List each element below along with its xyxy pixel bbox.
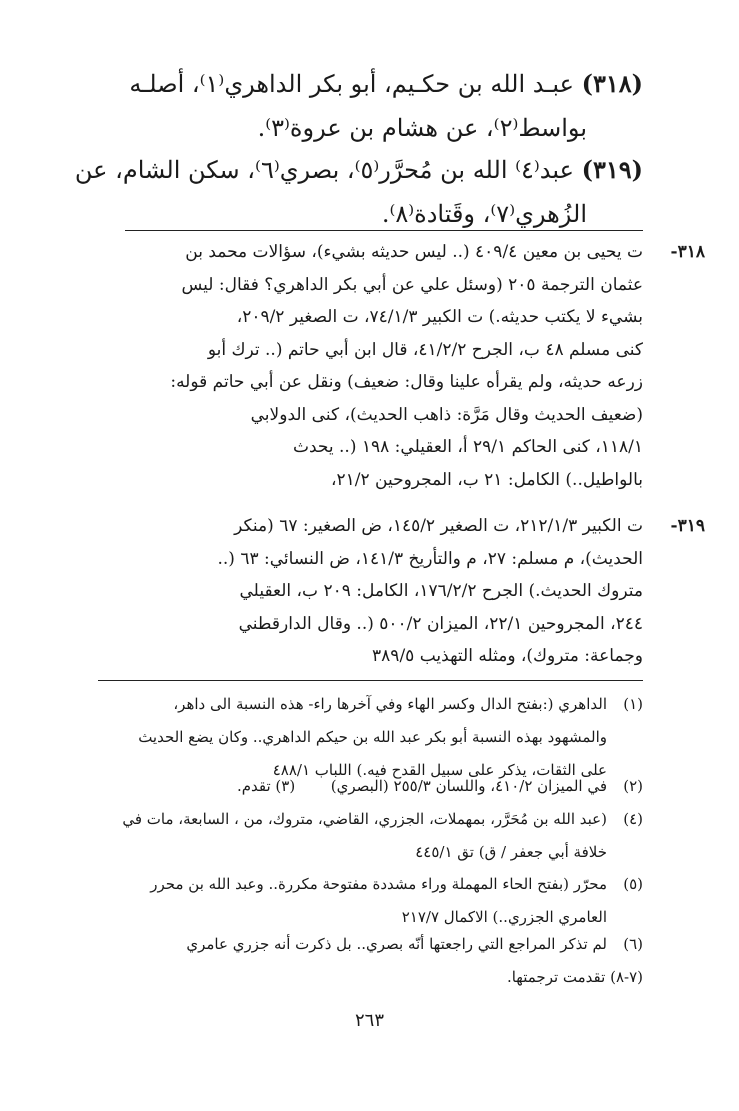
footnote-number: (٣) (275, 777, 296, 795)
entry-text: عبد⁽٤⁾ الله بن مُحرَّر⁽٥⁾، بصري⁽٦⁾، سكن الشام، عن (74, 156, 574, 184)
reference-line: بشيء لا يكتب حديثه.) ت الكبير ٧٤/١/٣، ت الصغير ٢٠٩/٢، (236, 307, 643, 327)
footnote-line: (٧-٨) تقدمت ترجمتها. (506, 968, 643, 986)
page-number: ٢٦٣ (354, 1010, 384, 1031)
footnote-number: (٥) (623, 875, 643, 893)
footnote-4 (95, 803, 643, 869)
entry-line (70, 106, 643, 150)
reference-318 (155, 236, 705, 496)
footnote-line (95, 770, 643, 803)
footnote-number: (٤) (623, 810, 643, 828)
reference-line: (ضعيف الحديث وقال مَرَّة: ذاهب الحديث)، كنى الدولابي (250, 404, 643, 425)
reference-line: الحديث)، م مسلم: ٢٧، م والتأريخ ١٤١/٣، ض النسائي: ٦٣ (.. (217, 548, 643, 569)
entry-line (70, 148, 643, 192)
entry-text: الزُهري⁽٧⁾، وقَتادة⁽٨⁾. (381, 200, 587, 228)
footnote-number: (٦) (623, 935, 643, 953)
reference-number: ٣١٩- (670, 516, 705, 536)
footnote-number: (٢) (623, 777, 643, 795)
footnote-text: محرّر (بفتح الحاء المهملة وراء مشددة مفتوحة مكررة.. وعبد الله بن محرر (150, 875, 607, 893)
reference-line: ١١٨/١، كنى الحاكم ٢٩/١ أ، العقيلي: ١٩٨ (.. يحدث (292, 437, 643, 457)
footnote-line (95, 688, 643, 721)
reference-line: ٢٤٤، المجروحين ٢٢/١، الميزان ٥٠٠/٢ (.. وقال الدارقطني (238, 613, 643, 634)
footnote-text: الداهري (:بفتح الدال وكسر الهاء وفي آخرها راء- هذه النسبة الى داهر، (173, 695, 607, 713)
footnote-text: لم تذكر المراجع التي راجعتها أنّه بصري.. بل ذكرت أنه جزري عامري (186, 935, 607, 953)
footnote-line: العامري الجزري..) الاكمال ٢١٧/٧ (401, 908, 607, 926)
entry-line (70, 62, 643, 106)
footnote-line: والمشهود بهذه النسبة أبو بكر عبد الله بن حيكم الداهري.. وكان يضع الحديث (138, 728, 607, 746)
footnote-line: على الثقات، يذكر على سبيل القدح فيه.) اللباب ٤٨٨/١ (272, 761, 607, 779)
reference-line: بالواطيل..) الكامل: ٢١ ب، المجروحين ٢١/٢، (330, 469, 643, 490)
footnote-text: تقدم. (236, 777, 271, 795)
footnote-line (95, 803, 643, 836)
reference-line: متروك الحديث.) الجرح ١٧٦/٢/٢، الكامل: ٢٠٩ ب، العقيلي (239, 581, 643, 601)
reference-line: وجماعة: متروك)، ومثله التهذيب ٣٨٩/٥ (372, 646, 643, 666)
reference-line: ت يحيى بن معين ٤٠٩/٤ (.. ليس حديثه بشيء)، سؤالات محمد بن (185, 242, 643, 262)
footnote-2-3 (95, 770, 643, 803)
footnote-text: (عبد الله بن مُحَرَّر، بمهملات، الجزري، القاضي، متروك، من ، السابعة، مات في (122, 810, 607, 828)
footnote-text: في الميزان ٤١٠/٢، واللسان ٢٥٥/٣ (البصري) (330, 777, 607, 795)
reference-line: زرعه حديثه، ولم يقرأه علينا وقال: ضعيف) ونقل عن أبي حاتم قوله: (170, 372, 643, 392)
reference-number: ٣١٨- (670, 242, 705, 262)
reference-319 (155, 510, 705, 673)
reference-line: ت الكبير ٢١٢/١/٣، ت الصغير ١٤٥/٢، ض الصغير: ٦٧ (منكر (234, 516, 643, 536)
footnote-line (95, 928, 643, 961)
entry-text: بواسط⁽٢⁾، عن هشام بن عروة⁽٣⁾. (257, 114, 587, 142)
reference-line: كنى مسلم ٤٨ ب، الجرح ٤١/٢/٢، قال ابن أبي حاتم (.. ترك أبو (207, 339, 643, 360)
footnote-5 (95, 868, 643, 934)
entry-text: عبـد الله بن حكـيم، أبو بكر الداهري⁽١⁾، أصلـه (129, 70, 574, 98)
footnote-divider (98, 680, 643, 681)
reference-line: عثمان الترجمة ٢٠٥ (وسئل علي عن أبي بكر الداهري؟ فقال: ليس (181, 274, 643, 295)
footnote-number: (١) (623, 695, 643, 713)
footnote-line: خلافة أبي جعفر / ق) تق ٤٤٥/١ (415, 843, 607, 861)
footnote-6 (95, 928, 643, 994)
entry-number: (٣١٨) (581, 69, 643, 98)
entry-318 (70, 62, 643, 150)
main-divider (125, 230, 643, 231)
entry-319 (70, 148, 643, 236)
footnote-line (95, 868, 643, 901)
entry-number: (٣١٩) (581, 155, 643, 184)
